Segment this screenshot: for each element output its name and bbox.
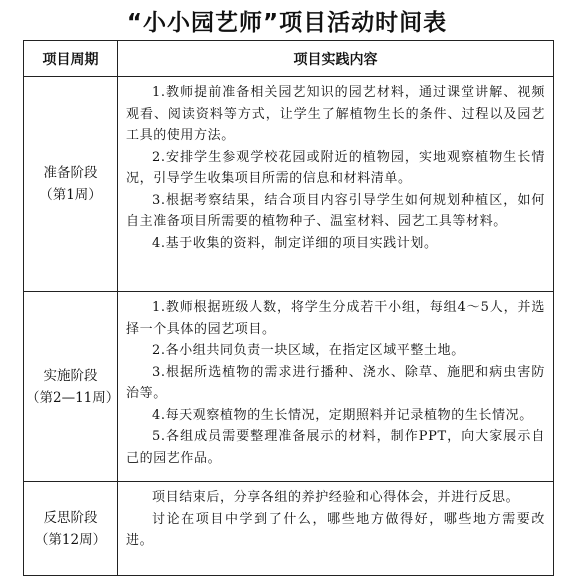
content-cell-preparation: [118, 77, 554, 292]
table-header-row: [24, 41, 554, 77]
document-title: “小小园艺师”项目活动时间表: [126, 10, 448, 36]
phase-period: （第12周）: [34, 531, 107, 548]
header-project-period: 项目周期: [24, 41, 118, 77]
content-item: 4.基于收集的资料，制定详细的项目实践计划。: [152, 235, 438, 251]
content-item: 1.教师提前准备相关园艺知识的园艺材料，通过课堂讲解、视频观看、阅读资料等方式，让学生了解植物生长的条件、过程以及园艺工具的使用方法。: [126, 85, 545, 143]
content-item: 项目结束后，分享各组的养护经验和心得体会，并进行反思。: [152, 490, 520, 505]
content-item: 3.根据所选植物的需求进行播种、浇水、除草、施肥和病虫害防治等。: [126, 364, 545, 401]
table-row-preparation: [24, 77, 554, 292]
header-practice-content: 项目实践内容: [118, 41, 554, 77]
phase-period: （第2—11周）: [26, 389, 120, 406]
phase-cell-preparation: [24, 77, 118, 292]
content-cell-implementation: [118, 292, 554, 482]
activity-schedule-table: [23, 40, 554, 576]
phase-name: 实施阶段: [43, 367, 98, 384]
content-item: 3.根据考察结果，结合项目内容引导学生如何规划种植区，如何自主准备项目所需要的植物种子、温室材料、园艺工具等材料。: [126, 192, 545, 229]
phase-cell-implementation: [24, 292, 118, 482]
content-item: 2.安排学生参观学校花园或附近的植物园，实地观察植物生长情况，引导学生收集项目所需的信息和材料清单。: [126, 149, 545, 186]
phase-cell-reflection: [24, 482, 118, 576]
content-item: 5.各组成员需要整理准备展示的材料，制作PPT，向大家展示自己的园艺作品。: [126, 429, 545, 466]
phase-period: （第1周）: [39, 187, 102, 203]
phase-name: 准备阶段: [43, 165, 98, 181]
table-row-reflection: [24, 482, 554, 576]
phase-name: 反思阶段: [43, 509, 98, 526]
content-item: 4.每天观察植物的生长情况，定期照料并记录植物的生长情况。: [152, 407, 533, 423]
content-item: 1.教师根据班级人数，将学生分成若干小组，每组4～5人，并选择一个具体的园艺项目。: [126, 300, 545, 337]
content-cell-reflection: [118, 482, 554, 576]
content-item: 讨论在项目中学到了什么，哪些地方做得好，哪些地方需要改进。: [126, 511, 545, 548]
content-item: 2.各小组共同负责一块区域，在指定区域平整土地。: [152, 343, 465, 358]
table-row-implementation: [24, 292, 554, 482]
